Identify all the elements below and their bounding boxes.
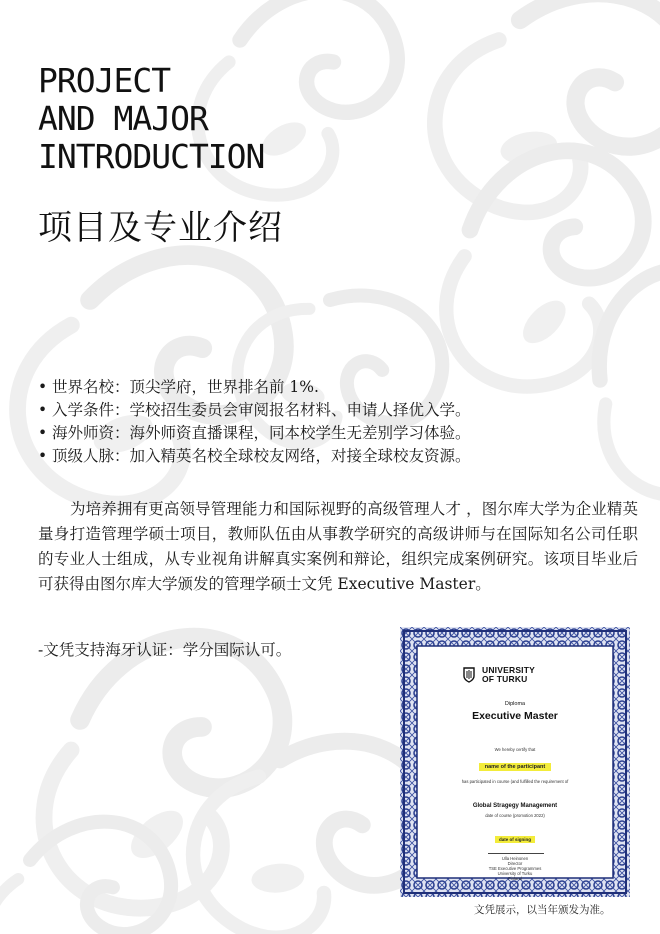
- bullet-icon: •: [38, 424, 48, 442]
- title-line-2: AND MAJOR: [38, 99, 208, 138]
- university-logo-text: UNIVERSITY OF TURKU: [482, 665, 536, 684]
- university-logo: [462, 665, 572, 687]
- participated-text: has participated in course (and fulfilled the requirement of: [461, 779, 569, 784]
- certification-note: -文凭支持海牙认证：学分国际认可。: [38, 641, 292, 659]
- program-description: 为培养拥有更高领导管理能力和国际视野的高级管理人才 ，图尔库大学为企业精英量身打造管理学硕士项目，教师队伍由从事教学研究的高级讲师与在国际知名公司任职的专业人士组成，从专业视角讲解真实案例和辩论，组织完成案例研究。该项目毕业后可获得由图尔库大学颁发的管理学硕士文凭 Executive Master。: [38, 500, 638, 593]
- diploma-title: Executive Master: [472, 710, 558, 722]
- page-title-english: [38, 62, 264, 176]
- page-title-chinese: 项目及专业介绍: [38, 208, 283, 248]
- list-item-text: 入学条件：学校招生委员会审阅报名材料、申请人择优入学。: [52, 401, 471, 419]
- bullet-icon: •: [38, 401, 48, 419]
- list-item: [38, 422, 638, 445]
- list-item: [38, 445, 638, 468]
- diploma-paper: [422, 651, 608, 881]
- bullet-icon: •: [38, 378, 48, 396]
- participant-name: name of the participant: [479, 763, 552, 771]
- program-name: Global Stragegy Management: [472, 803, 558, 809]
- signature-line: [488, 853, 544, 854]
- certify-text: We hereby certify that: [494, 747, 536, 752]
- title-line-1: PROJECT: [38, 61, 171, 100]
- list-item-text: 海外师资：海外师资直播课程，同本校学生无差别学习体验。: [52, 424, 471, 442]
- bullet-icon: •: [38, 447, 48, 465]
- university-seal-icon: [462, 667, 476, 683]
- course-date: date of course (promotion 2022): [485, 813, 545, 818]
- list-item: [38, 399, 638, 422]
- diploma-caption: 文凭展示，以当年颁发为准。: [474, 904, 611, 916]
- diploma-label: Diploma: [504, 701, 526, 707]
- signing-date: date of signing: [495, 836, 535, 843]
- feature-list: [38, 376, 638, 468]
- signatory-block: Ulla Heinonen Director TSE Executive Programmes University of Turku Finland: [488, 856, 542, 881]
- list-item-text: 顶级人脉：加入精英名校全球校友网络，对接全球校友资源。: [52, 447, 471, 465]
- list-item: [38, 376, 638, 399]
- diploma-image: [400, 627, 630, 897]
- title-line-3: INTRODUCTION: [38, 137, 265, 176]
- list-item-text: 世界名校：顶尖学府，世界排名前 1%.: [52, 378, 319, 396]
